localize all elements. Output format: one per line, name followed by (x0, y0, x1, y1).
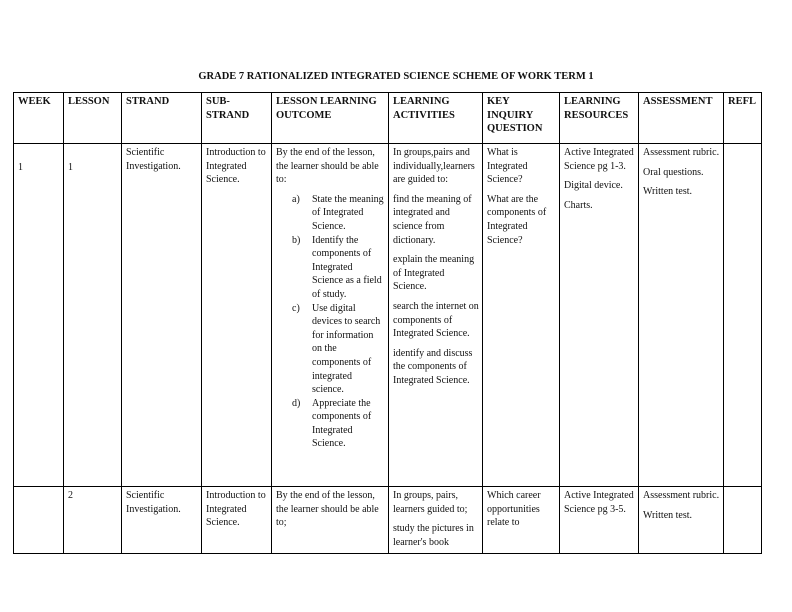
assessment-cell (639, 144, 724, 487)
strand-cell: Scientific Investigation. (122, 144, 202, 487)
sub-strand-cell: Introduction to Integrated Science. (202, 487, 272, 554)
outcome-item: b) Identify the components of Integrated Science as a field of study. (292, 234, 382, 300)
table-row (14, 144, 762, 487)
refl-cell (724, 144, 762, 487)
week-cell (14, 487, 64, 554)
header-lesson: LESSON (64, 93, 122, 144)
resource: Active Integrated Science pg 1-3. (564, 147, 634, 172)
outcome-cell: By the end of the lesson, the learner should be able to; (272, 487, 389, 554)
resource: Digital device. (564, 180, 623, 192)
assessment-cell (639, 487, 724, 554)
header-week: WEEK (14, 93, 64, 144)
header-sub-strand: SUB-STRAND (202, 93, 272, 144)
header-outcome: LESSON LEARNING OUTCOME (272, 93, 389, 144)
activity: find the meaning of integrated and science from dictionary. (393, 193, 472, 246)
table-row (14, 487, 762, 554)
activity: In groups,pairs and individually,learners are guided to: (393, 147, 475, 186)
document-title: GRADE 7 RATIONALIZED INTEGRATED SCIENCE SCHEME OF WORK TERM 1 (198, 71, 594, 82)
question-cell: Which career opportunities relate to (483, 487, 560, 554)
outcome-item: a) State the meaning of Integrated Science. (292, 193, 384, 232)
outcome-list (276, 193, 385, 451)
resources-cell (560, 144, 639, 487)
outcome-cell (272, 144, 389, 487)
strand-cell: Scientific Investigation. (122, 487, 202, 554)
question-cell (483, 144, 560, 487)
header-row (14, 93, 762, 144)
assessment: Oral questions. (643, 166, 704, 178)
header-question: KEY INQUIRY QUESTION (483, 93, 560, 144)
assessment: Written test. (643, 509, 693, 521)
activity: identify and discuss the components of Integrated Science. (393, 347, 473, 386)
activity: explain the meaning of Integrated Science. (393, 254, 475, 293)
activities-cell (389, 487, 483, 554)
assessment: Assessment rubric. (643, 147, 720, 158)
outcome-item: d) Appreciate the components of Integrated Science. (292, 397, 372, 450)
question: What is Integrated Science? (487, 147, 528, 186)
resource: Charts. (564, 199, 593, 211)
resources-cell: Active Integrated Science pg 3-5. (560, 487, 639, 554)
lesson-cell: 1 (64, 144, 122, 487)
outcome-item: c) Use digital devices to search for information on the components of integrated science. (292, 302, 381, 396)
lesson-cell: 2 (64, 487, 122, 554)
activity: study the pictures in learner's book (393, 523, 474, 548)
header-refl: REFL (724, 93, 762, 144)
activity: search the internet on components of Integrated Science. (393, 300, 479, 340)
sub-strand-cell: Introduction to Integrated Science. (202, 144, 272, 487)
header-assessment: ASSESSMENT (639, 93, 724, 144)
activities-cell (389, 144, 483, 487)
outcome-intro: By the end of the lesson, the learner should be able to: (276, 147, 379, 186)
assessment: Written test. (643, 186, 693, 198)
week-cell: 1 (14, 144, 64, 487)
header-activities: LEARNING ACTIVITIES (389, 93, 483, 144)
header-strand: STRAND (122, 93, 202, 144)
header-resources: LEARNING RESOURCES (560, 93, 639, 144)
scheme-of-work-table (13, 92, 762, 554)
activity: In groups, pairs, learners guided to; (393, 490, 468, 515)
refl-cell (724, 487, 762, 554)
question: What are the components of Integrated Science? (487, 193, 547, 246)
assessment: Assessment rubric. (643, 490, 720, 501)
